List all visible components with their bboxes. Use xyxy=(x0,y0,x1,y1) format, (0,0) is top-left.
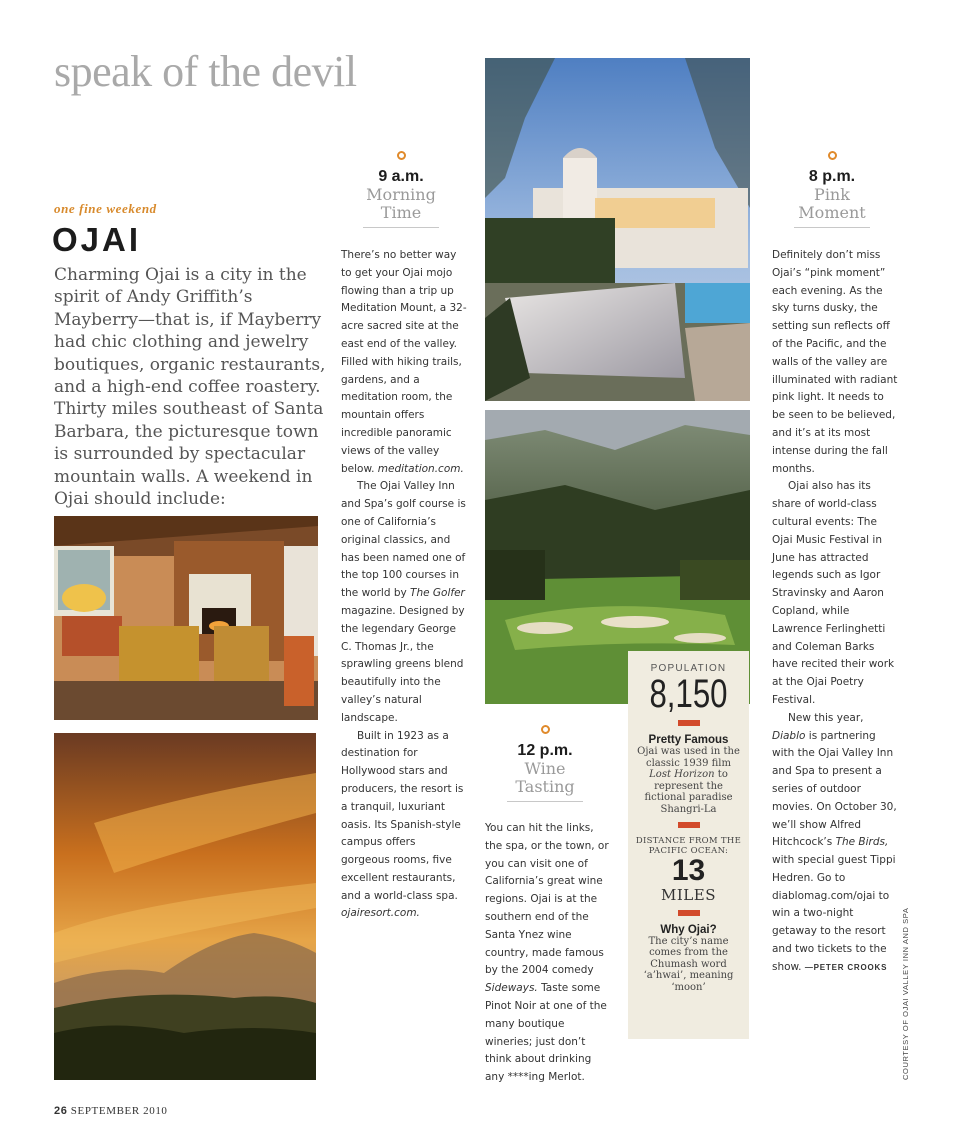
pink-p3b: is partnering with the Ojai Valley Inn and Spa to present a series of outdoor movies. On October 30, we’ll show Alfred Hitchcock’s xyxy=(772,729,897,849)
why-heading: Why Ojai? xyxy=(660,923,717,936)
folio xyxy=(54,1105,168,1117)
section-title: speak of the devil xyxy=(54,47,357,96)
wine-column xyxy=(485,820,611,1087)
time-marker-dot xyxy=(397,151,406,160)
divider xyxy=(507,801,583,802)
wine-p1b: Taste some Pinot Noir at one of the many boutique wineries; just don’t think about drinking any ****ing Merlot. xyxy=(485,982,607,1084)
population-value: 8,150 xyxy=(649,672,728,716)
headline: OJAI xyxy=(52,221,142,258)
sideways-title: Sideways. xyxy=(485,982,538,995)
the-birds-title: The Birds, xyxy=(835,836,889,849)
time-marker-dot xyxy=(541,725,550,734)
pink-p1: Definitely don’t miss Ojai’s “pink moment” each evening. As the sky turns dusky, the setting sun reflects off of the Pacific, and the walls of the valley are illuminated with radiant pink light. It needs to be seen to be believed, and it’s at its most intense during the fall months. xyxy=(772,249,898,475)
morning-time-header xyxy=(363,151,439,228)
distance-label: DISTANCE FROM THE PACIFIC OCEAN: xyxy=(635,835,742,856)
pink-title-line1: Pink xyxy=(814,185,850,204)
intro-deck: Charming Ojai is a city in the spirit of Andy Griffith’s Mayberry—that is, if Mayberry had chic clothing and jewelry boutiques, organic restaurants, and a high-end coffee roastery. Thirty miles southeast of Santa Barbara, the picturesque town is surrounded by spectacular mountain walls. A weekend in Ojai should include: xyxy=(54,265,326,510)
famous-text xyxy=(628,746,749,816)
distance-unit: MILES xyxy=(661,885,716,904)
sunset-valley-photo xyxy=(54,733,316,1080)
page-number: 26 xyxy=(54,1105,68,1117)
pink-time: 8 p.m. xyxy=(808,168,856,185)
meditation-link[interactable]: meditation.com. xyxy=(377,462,464,475)
divider xyxy=(794,227,870,228)
sidebar-divider-bar xyxy=(678,910,700,916)
morning-p2b: magazine. Designed by the legendary George C. Thomas Jr., the sprawling greens blend beautifully into the valley’s natural landscape. xyxy=(341,604,465,724)
sidebar-divider-bar xyxy=(678,720,700,726)
why-text: The city’s name comes from the Chumash word ‘a’hwai’, meaning ‘moon’ xyxy=(643,935,734,993)
morning-p2a: The Ojai Valley Inn and Spa’s golf course is one of California’s original classics, and has been named one of the top 100 courses in the world by xyxy=(341,480,466,600)
distance-value: 13 xyxy=(671,853,706,887)
divider xyxy=(363,227,439,228)
inn-photo xyxy=(485,58,750,401)
byline: —PETER CROOKS xyxy=(804,962,888,972)
wine-p1a: You can hit the links, the spa, or the town, or you can visit one of California’s great wine regions. Ojai is at the southern end of the Santa Ynez wine country, made famous by the 2004 comedy xyxy=(485,822,609,977)
morning-time: 9 a.m. xyxy=(378,168,424,185)
issue-date: SEPTEMBER 2010 xyxy=(70,1105,168,1117)
morning-column xyxy=(341,247,467,923)
pink-time-header xyxy=(794,151,870,228)
pink-column xyxy=(772,247,898,977)
wine-title-line1: Wine xyxy=(524,759,566,778)
famous-heading: Pretty Famous xyxy=(648,734,729,746)
wine-time-header xyxy=(507,725,583,802)
photo-credit: COURTESY OF OJAI VALLEY INN AND SPA xyxy=(901,907,910,1080)
morning-title-line2: Time xyxy=(380,203,422,222)
diablo-title: Diablo xyxy=(772,729,806,742)
morning-title-line1: Morning xyxy=(366,185,436,204)
morning-p1: There’s no better way to get your Ojai mojo flowing than a trip up Meditation Mount, a 32-acre sacred site at the east end of the valley. Filled with hiking trails, gardens, and a meditation room, the mountain offers incredible panoramic views of the valley below. xyxy=(341,249,467,475)
famous-film: Lost Horizon xyxy=(649,769,715,781)
population-label: POPULATION xyxy=(650,663,727,674)
golfer-title: The Golfer xyxy=(410,587,465,600)
ojairesort-link[interactable]: ojairesort.com. xyxy=(341,907,420,920)
morning-p3: Built in 1923 as a destination for Hollywood stars and producers, the resort is a tranquil, luxuriant oasis. Its Spanish-style campus offers gorgeous rooms, five excellent restaurants, and a world-class spa. xyxy=(341,729,464,902)
pink-p3a: New this year, xyxy=(788,711,864,724)
wine-time: 12 p.m. xyxy=(517,742,573,759)
wine-title-line2: Tasting xyxy=(515,777,575,796)
interior-room-photo xyxy=(54,516,318,720)
time-marker-dot xyxy=(828,151,837,160)
famous-text-b: to represent the fictional paradise Shangri-La xyxy=(644,769,733,815)
kicker: one fine weekend xyxy=(54,201,157,216)
pink-title-line2: Moment xyxy=(798,203,866,222)
facts-sidebar xyxy=(628,651,749,1039)
pink-p3c: with special guest Tippi Hedren. Go to diablomag.com/ojai to win a two-night getaway to the resort and two tickets to the show. xyxy=(772,854,896,973)
sidebar-divider-bar xyxy=(678,822,700,828)
pink-p2: Ojai also has its share of world-class cultural events: The Ojai Music Festival in June has attracted legends such as Igor Stravinsky and Aaron Copland, while Lawrence Ferlinghetti and Coleman Barks have recited their work at the Ojai Poetry Festival. xyxy=(772,480,895,706)
famous-text-a: Ojai was used in the classic 1939 film xyxy=(637,746,740,769)
